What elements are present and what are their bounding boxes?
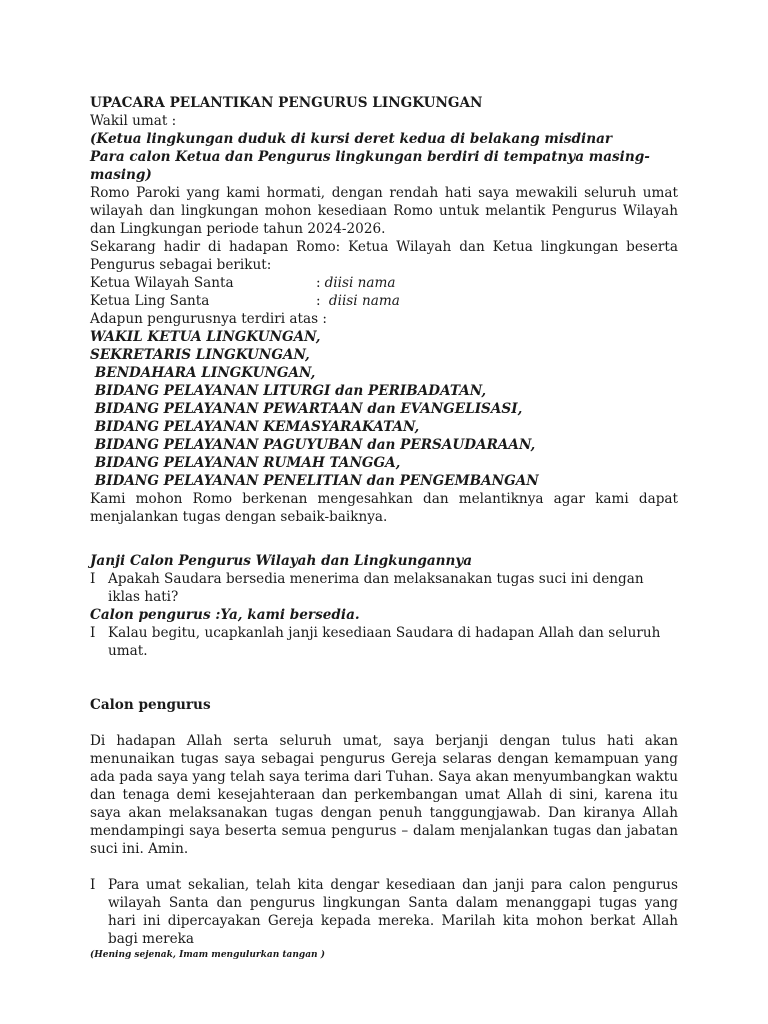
question-3-text: Para umat sekalian, telah kita dengar kesediaan dan janji para calon pengurus wilayah Santa dan pengurus lingkungan Santa dalam menanggapi tugas yang hari ini dipercayakan Gereja kepada mereka. Marilah kita mohon berkat Allah bagi mereka (108, 877, 678, 947)
stage-direction-2: Para calon Ketua dan Pengurus lingkungan berdiri di tempatnya masing-masing) (90, 149, 650, 183)
role-item: BIDANG PELAYANAN RUMAH TANGGA, (90, 455, 401, 471)
question-1-text: Apakah Saudara bersedia menerima dan melaksanakan tugas suci ini dengan iklas hati? (108, 571, 644, 605)
ketua-wilayah-separator: : (316, 275, 321, 291)
closing-request: Kami mohon Romo berkenan mengesahkan dan melantiknya agar kami dapat menjalankan tugas dengan sebaik-baiknya. (90, 491, 678, 525)
role-item: SEKRETARIS LINGKUNGAN, (90, 347, 310, 363)
final-note: (Hening sejenak, Imam mengulurkan tangan ) (90, 950, 325, 960)
ketua-wilayah-row (90, 274, 678, 292)
speaker-label: I (90, 625, 96, 641)
question-2 (90, 624, 678, 660)
janji-heading: Janji Calon Pengurus Wilayah dan Lingkungannya (90, 553, 473, 569)
spacer (90, 660, 678, 678)
document-page (90, 94, 678, 962)
role-item: BIDANG PELAYANAN LITURGI dan PERIBADATAN, (90, 383, 487, 399)
role-item: BIDANG PELAYANAN PEWARTAAN dan EVANGELISASI, (90, 401, 523, 417)
role-item: BIDANG PELAYANAN KEMASYARAKATAN, (90, 419, 420, 435)
question-1 (90, 570, 678, 606)
spacer (90, 678, 678, 696)
role-item: WAKIL KETUA LINGKUNGAN, (90, 329, 321, 345)
ketua-ling-separator: : (316, 293, 321, 309)
present-paragraph: Sekarang hadir di hadapan Romo: Ketua Wilayah dan Ketua lingkungan beserta Pengurus sebagai berikut: (90, 239, 678, 273)
stage-direction-1: (Ketua lingkungan duduk di kursi deret kedua di belakang misdinar (90, 131, 613, 147)
ketua-wilayah-label: Ketua Wilayah Santa (90, 275, 234, 291)
speaker-label: I (90, 877, 96, 893)
role-item: BIDANG PELAYANAN PENELITIAN dan PENGEMBANGAN (90, 473, 539, 489)
roles-list (90, 328, 678, 490)
question-3 (90, 876, 678, 948)
ketua-wilayah-value: diisi nama (324, 275, 396, 291)
speaker-label: I (90, 571, 96, 587)
oath-paragraph: Di hadapan Allah serta seluruh umat, saya berjanji dengan tulus hati akan menunaikan tugas saya sebagai pengurus Gereja selaras dengan kemampuan yang ada pada saya yang telah saya terima dari Tuhan. Saya akan menyumbangkan waktu dan tenaga demi kesejahteraan dan perkembangan umat Allah di sini, karena itu saya akan melaksanakan tugas dengan penuh tanggungjawab. Dan kiranya Allah mendampingi saya beserta semua pengurus – dalam menjalankan tugas dan jabatan suci ini. Amin. (90, 733, 678, 857)
wakil-umat-label: Wakil umat : (90, 113, 177, 129)
ketua-ling-value: diisi nama (324, 293, 400, 309)
spacer (90, 858, 678, 876)
pengurus-intro: Adapun pengurusnya terdiri atas : (90, 311, 327, 327)
intro-paragraph: Romo Paroki yang kami hormati, dengan rendah hati saya mewakili seluruh umat wilayah dan lingkungan mohon kesediaan Romo untuk melantik Pengurus Wilayah dan Lingkungan periode tahun 2024-2026. (90, 185, 678, 237)
role-item: BENDAHARA LINGKUNGAN, (90, 365, 316, 381)
calon-heading: Calon pengurus (90, 697, 211, 713)
document-title: UPACARA PELANTIKAN PENGURUS LINGKUNGAN (90, 95, 483, 111)
ketua-ling-row (90, 292, 678, 310)
ketua-ling-label: Ketua Ling Santa (90, 293, 210, 309)
answer-1: Calon pengurus :Ya, kami bersedia. (90, 607, 360, 623)
question-2-text: Kalau begitu, ucapkanlah janji kesediaan Saudara di hadapan Allah dan seluruh umat. (108, 625, 661, 659)
role-item: BIDANG PELAYANAN PAGUYUBAN dan PERSAUDARAAN, (90, 437, 536, 453)
spacer (90, 526, 678, 552)
spacer (90, 714, 678, 732)
